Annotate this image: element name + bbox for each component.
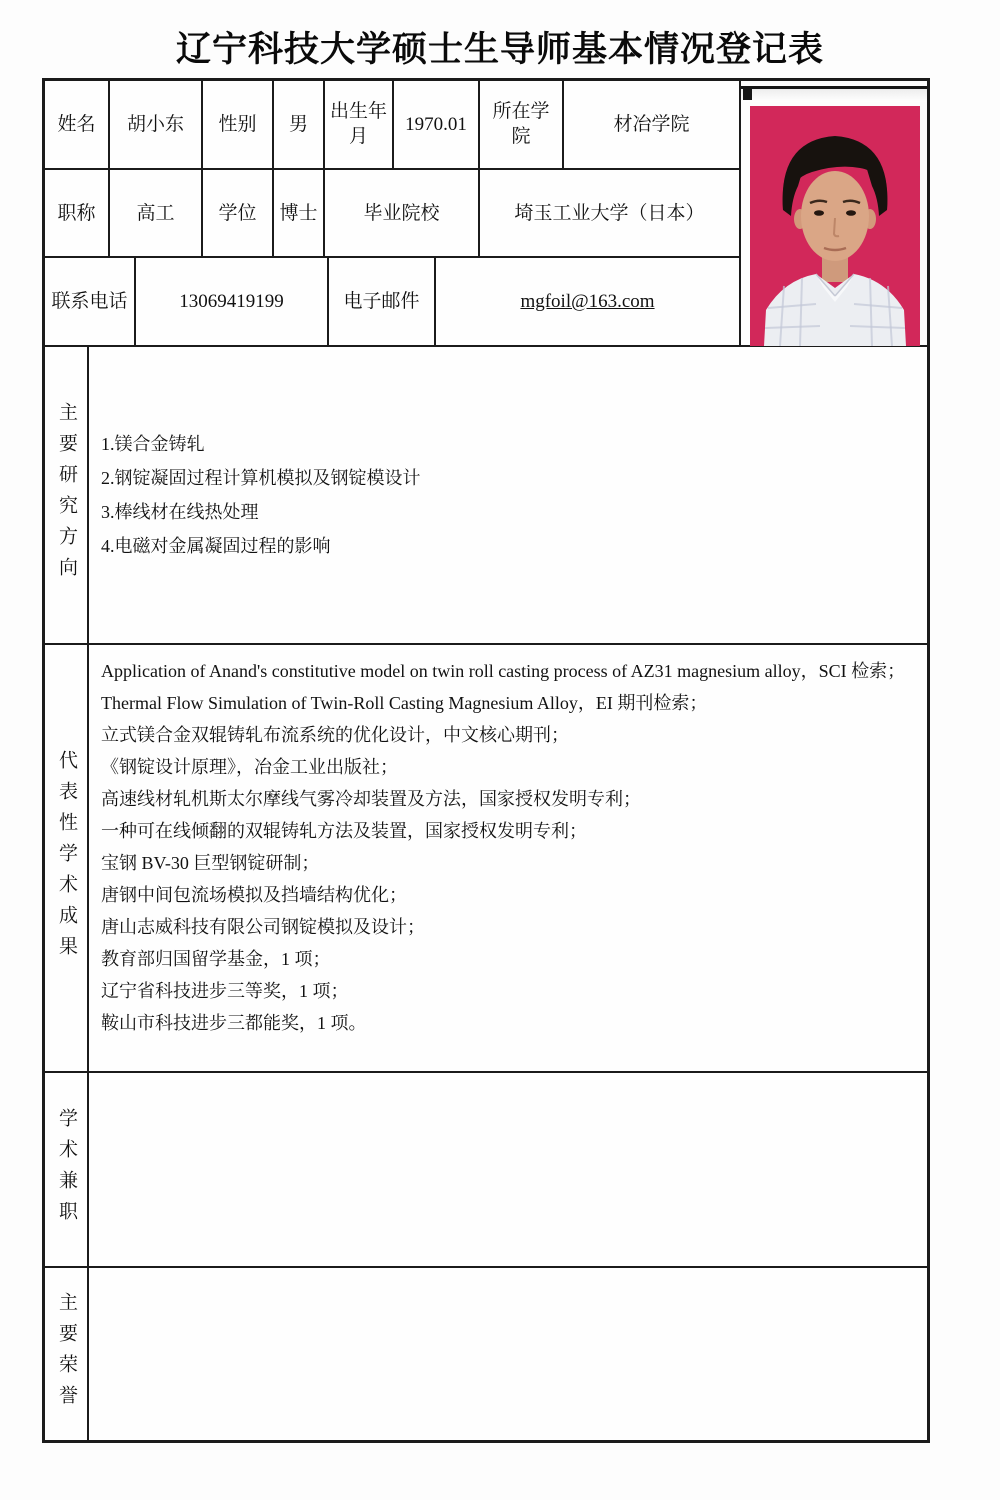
honors-section (45, 1268, 927, 1440)
gender-label: 性别 (203, 81, 274, 168)
achievement-item: 鞍山市科技进步三都能奖，1 项。 (101, 1013, 367, 1033)
achievement-item: 一种可在线倾翻的双辊铸轧方法及装置，国家授权发明专利； (101, 821, 587, 841)
degree-value: 博士 (274, 170, 325, 257)
email-cell (436, 258, 741, 345)
basic-info-section (45, 81, 927, 347)
achievement-item: 唐山志威科技有限公司钢锭模拟及设计； (101, 917, 425, 937)
research-section (45, 347, 927, 645)
page-title: 辽宁科技大学硕士生导师基本情况登记表 (175, 30, 824, 69)
basic-info-grid (45, 81, 741, 345)
scan-artifact (741, 86, 927, 102)
registration-table (42, 78, 930, 1443)
achievement-item: 宝钢 BV-30 巨型钢锭研制； (101, 853, 320, 873)
positions-section (45, 1073, 927, 1268)
achievement-item: Application of Anand's constitutive model on twin roll casting process of AZ31 magnesium alloy，SCI 检索； (101, 661, 906, 681)
research-item: 4.电磁对金属凝固过程的影响 (101, 536, 331, 556)
portrait-photo (750, 106, 920, 346)
achievement-item: 立式镁合金双辊铸轧布流系统的优化设计，中文核心期刊； (101, 725, 569, 745)
school-label: 毕业院校 (325, 170, 480, 257)
achievement-item: 《钢锭设计原理》，冶金工业出版社； (101, 757, 398, 777)
positions-label-cell (45, 1073, 89, 1266)
positions-label: 学术兼职 (56, 1107, 77, 1232)
prof-title-label: 职称 (45, 170, 110, 257)
birth-label: 出生年月 (325, 81, 394, 168)
achievement-item: 高速线材轧机斯太尔摩线气雾冷却装置及方法，国家授权发明专利； (101, 789, 641, 809)
achievements-label: 代表性学术成果 (56, 749, 77, 967)
achievement-item: Thermal Flow Simulation of Twin-Roll Casting Magnesium Alloy，EI 期刊检索； (101, 693, 708, 713)
research-label-cell (45, 347, 89, 643)
achievements-section (45, 645, 927, 1073)
email-label: 电子邮件 (329, 258, 436, 345)
table-row (45, 81, 741, 170)
research-item: 1.镁合金铸轧 (101, 434, 205, 454)
research-label: 主要研究方向 (56, 402, 77, 588)
honors-label: 主要荣誉 (56, 1292, 77, 1416)
achievements-label-cell (45, 645, 89, 1071)
research-content (89, 347, 927, 643)
phone-label: 联系电话 (45, 258, 136, 345)
achievement-item: 辽宁省科技进步三等奖，1 项； (101, 981, 349, 1001)
table-row (45, 258, 741, 345)
achievement-item: 教育部归国留学基金，1 项； (101, 949, 331, 969)
achievement-item: 唐钢中间包流场模拟及挡墙结构优化； (101, 885, 407, 905)
positions-content (89, 1073, 927, 1266)
college-value: 材冶学院 (564, 81, 741, 168)
name-label: 姓名 (45, 81, 110, 168)
degree-label: 学位 (203, 170, 274, 257)
phone-value: 13069419199 (136, 258, 329, 345)
gender-value: 男 (274, 81, 325, 168)
table-row (45, 170, 741, 259)
name-value: 胡小东 (110, 81, 203, 168)
research-item: 3.棒线材在线热处理 (101, 502, 259, 522)
college-label: 所在学院 (480, 81, 564, 168)
photo-cell (741, 81, 927, 345)
research-item: 2.钢锭凝固过程计算机模拟及钢锭模设计 (101, 468, 421, 488)
birth-value: 1970.01 (394, 81, 480, 168)
school-value: 埼玉工业大学（日本） (480, 170, 741, 257)
email-link[interactable]: mgfoil@163.com (520, 291, 655, 313)
achievements-content (89, 645, 927, 1071)
prof-title-value: 高工 (110, 170, 203, 257)
honors-content (89, 1268, 927, 1440)
honors-label-cell (45, 1268, 89, 1440)
